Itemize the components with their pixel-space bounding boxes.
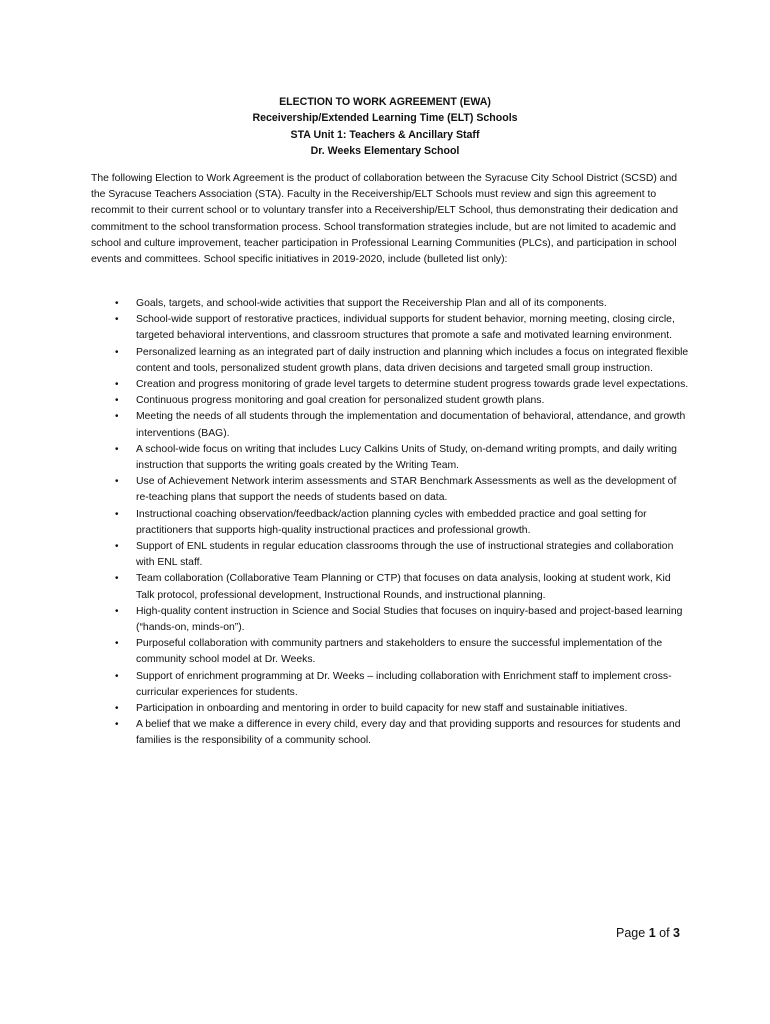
list-item xyxy=(91,669,691,701)
list-item xyxy=(91,377,691,393)
list-item-text: Support of ENL students in regular education classrooms through the use of instructional strategies and collaboration with ENL staff. xyxy=(136,541,674,569)
bullet-icon: • xyxy=(115,719,119,731)
school-name: Dr. Weeks Elementary School xyxy=(310,144,460,157)
bullet-icon: • xyxy=(115,379,119,391)
list-item-text: Creation and progress monitoring of grade level targets to determine student progress towards grade level expectations. xyxy=(136,379,689,391)
list-item-text: Continuous progress monitoring and goal creation for personalized student growth plans. xyxy=(136,395,545,407)
list-item xyxy=(91,393,691,409)
agreement-title: ELECTION TO WORK AGREEMENT (EWA) xyxy=(279,96,491,108)
bullet-icon: • xyxy=(115,411,119,423)
of-word: of xyxy=(659,926,670,940)
list-item-text: Team collaboration (Collaborative Team Planning or CTP) that focuses on data analysis, looking at student work, Kid Talk protocol, professional development, Instructional Rounds, and instructional planning. xyxy=(136,573,671,601)
bullet-icon: • xyxy=(115,573,119,585)
program-subtitle: Receivership/Extended Learning Time (ELT) Schools xyxy=(252,112,518,125)
bullet-icon: • xyxy=(115,314,119,326)
list-item-text: Purposeful collaboration with community partners and stakeholders to ensure the successful implementation of the community school model at Dr. Weeks. xyxy=(136,638,663,666)
unit-subtitle: STA Unit 1: Teachers & Ancillary Staff xyxy=(290,128,480,141)
bullet-icon: • xyxy=(115,508,119,520)
bullet-icon: • xyxy=(115,443,119,455)
list-item xyxy=(91,474,691,506)
list-item xyxy=(91,442,691,474)
list-item xyxy=(91,312,691,344)
list-item-text: Instructional coaching observation/feedback/action planning cycles with embedded practice and goal setting for practitioners that supports high-quality instructional practices and professional growth. xyxy=(136,508,647,536)
list-item-text: Participation in onboarding and mentoring in order to build capacity for new staff and sustainable initiatives. xyxy=(136,703,628,715)
list-item-text: Personalized learning as an integrated part of daily instruction and planning which includes a focus on integrated flexible content and tools, personalized student growth plans, data driven decisions and targeted small group instruction. xyxy=(136,346,689,374)
bullet-icon: • xyxy=(115,298,119,309)
list-item xyxy=(91,507,691,539)
bullet-icon: • xyxy=(115,670,119,682)
initiatives-list xyxy=(91,296,691,750)
page-word: Page xyxy=(616,926,646,940)
bullet-icon: • xyxy=(115,476,119,488)
list-item xyxy=(91,604,691,636)
list-item xyxy=(91,636,691,668)
list-item xyxy=(91,409,691,441)
list-item xyxy=(91,296,691,312)
bullet-icon: • xyxy=(115,395,119,407)
list-item xyxy=(91,717,691,749)
list-item-text: A school-wide focus on writing that includes Lucy Calkins Units of Study, on-demand writing prompts, and daily writing instruction that supports the writing goals created by the Writing Team. xyxy=(136,443,677,472)
document-header xyxy=(0,94,770,159)
bullet-icon: • xyxy=(115,605,119,617)
list-item xyxy=(91,345,691,377)
bullet-icon: • xyxy=(115,703,119,715)
list-item xyxy=(91,539,691,571)
list-item-text: High-quality content instruction in Science and Social Studies that focuses on inquiry-based and project-based learning (“hands-on, minds-on”). xyxy=(136,605,683,634)
list-item xyxy=(91,701,691,717)
list-item-text: School-wide support of restorative practices, individual supports for student behavior, morning meeting, closing circle, targeted behavioral interventions, and classroom structures that promote a safe and motivated learning environment. xyxy=(136,314,675,342)
list-item-text: Meeting the needs of all students through the implementation and documentation of behavioral, attendance, and growth interventions (BAG). xyxy=(136,411,686,439)
bullet-icon: • xyxy=(115,346,119,358)
bullet-icon: • xyxy=(115,541,119,553)
current-page-number: 1 xyxy=(648,926,656,940)
intro-paragraph: The following Election to Work Agreement is the product of collaboration between the Syracuse City School District (SCSD) and the Syracuse Teachers Association (STA). Faculty in the Receivership/ELT Schools must review and sign this agreement to recommit to their current school or to voluntary transfer into a Receivership/ELT School, thus demonstrating their dedication and commitment to the school transformation process. School transformation strategies include, but are not limited to academic and school and culture improvement, teacher participation in Professional Learning Communities (PLCs), and participation in school events and committees. School specific initiatives in 2019-2020, include (bulleted list only): xyxy=(91,173,678,266)
list-item-text: Support of enrichment programming at Dr. Weeks – including collaboration with Enrichment staff to implement cross-curricular experiences for students. xyxy=(136,670,672,698)
list-item-text: A belief that we make a difference in every child, every day and that providing supports and resources for students and families is the responsibility of a community school. xyxy=(136,719,681,747)
list-item xyxy=(91,571,691,603)
bullet-icon: • xyxy=(115,638,119,650)
total-pages-number: 3 xyxy=(673,926,680,940)
list-item-text: Use of Achievement Network interim assessments and STAR Benchmark Assessments as well as the development of re-teaching plans that support the needs of students based on data. xyxy=(136,476,677,504)
page-footer xyxy=(616,926,680,940)
list-item-text: Goals, targets, and school-wide activities that support the Receivership Plan and all of its components. xyxy=(136,298,607,309)
